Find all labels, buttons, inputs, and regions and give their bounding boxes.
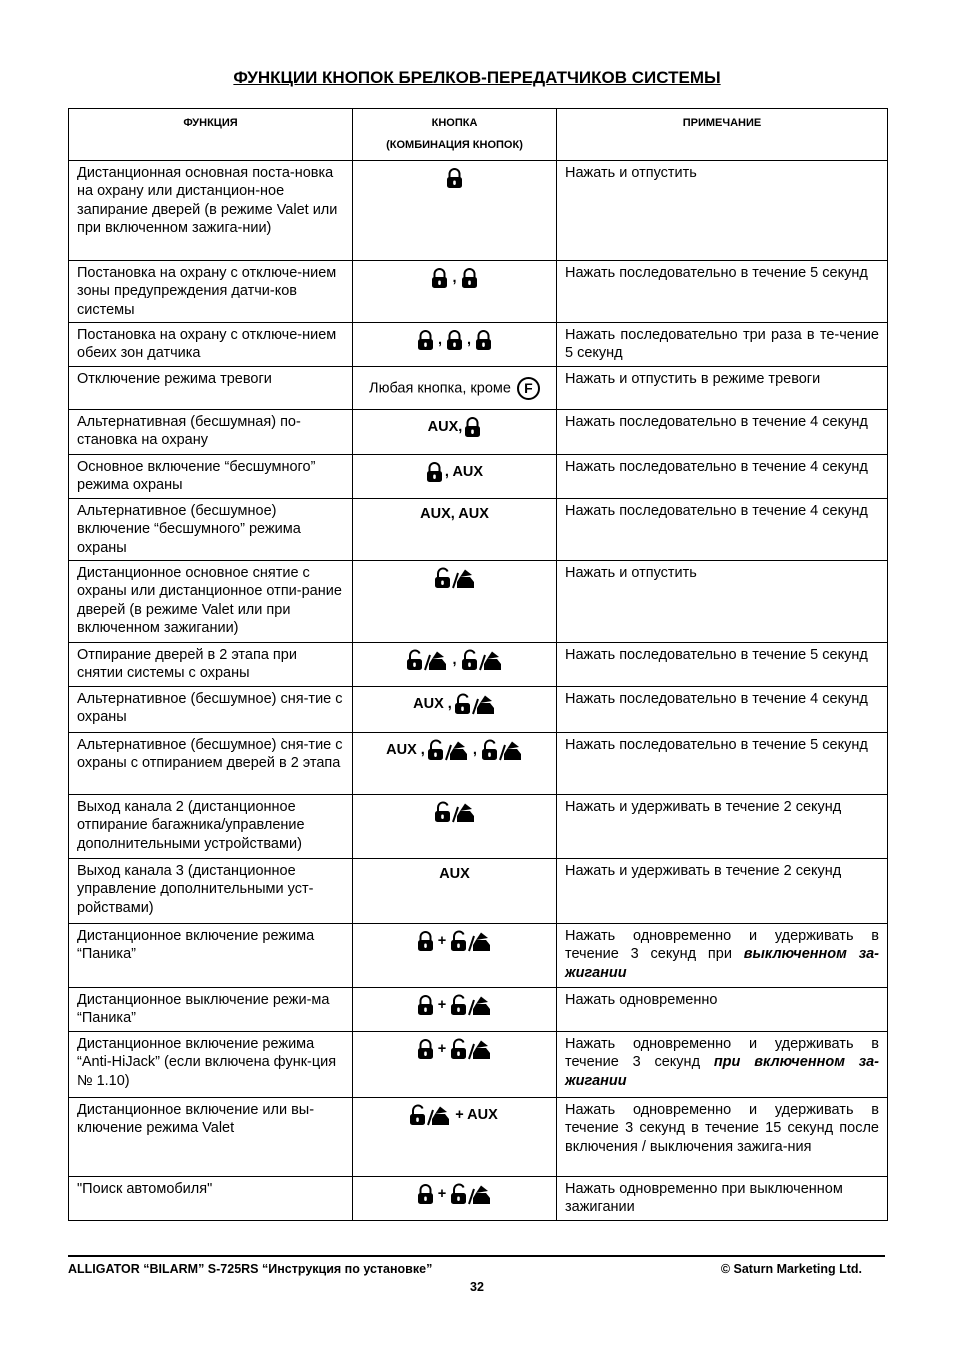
aux-button-label: AUX, AUX bbox=[420, 506, 489, 522]
note-cell: Нажать и отпустить bbox=[557, 561, 888, 643]
unlock-trunk-icon bbox=[434, 567, 476, 589]
table-row bbox=[69, 261, 888, 323]
button-combo bbox=[417, 1183, 492, 1205]
unlock-trunk-icon bbox=[450, 994, 492, 1016]
note-cell: Нажать и отпустить в режиме тревоги bbox=[557, 367, 888, 410]
note-cell: Нажать последовательно три раза в те-чение 5 секунд bbox=[557, 323, 888, 367]
button-cell bbox=[353, 988, 557, 1032]
button-cell bbox=[353, 1177, 557, 1221]
table-row bbox=[69, 367, 888, 410]
button-cell bbox=[353, 161, 557, 261]
button-combo bbox=[386, 739, 523, 761]
lock-icon bbox=[417, 329, 434, 351]
note-cell: Нажать последовательно в течение 4 секунд bbox=[557, 455, 888, 499]
unlock-trunk-icon bbox=[450, 1038, 492, 1060]
button-separator: , bbox=[437, 331, 442, 348]
unlock-trunk-icon bbox=[427, 739, 469, 761]
function-cell: Отпирание дверей в 2 этапа при снятии системы с охраны bbox=[69, 643, 353, 687]
table-row bbox=[69, 1098, 888, 1177]
note-cell: Нажать последовательно в течение 4 секунд bbox=[557, 410, 888, 455]
button-combo bbox=[409, 1104, 500, 1126]
lock-icon bbox=[446, 329, 463, 351]
button-separator: , bbox=[452, 651, 457, 668]
button-cell bbox=[353, 1032, 557, 1098]
lock-icon bbox=[461, 267, 478, 289]
header-note: ПРИМЕЧАНИЕ bbox=[557, 109, 888, 161]
plus-sign: + bbox=[437, 1185, 447, 1202]
header-button-line2: (КОМБИНАЦИЯ КНОПОК) bbox=[386, 139, 523, 151]
table-row bbox=[69, 323, 888, 367]
note-cell: Нажать и удерживать в течение 2 секунд bbox=[557, 859, 888, 924]
page-title: ФУНКЦИИ КНОПОК БРЕЛКОВ-ПЕРЕДАТЧИКОВ СИСТЕМЫ bbox=[233, 68, 721, 87]
table-row bbox=[69, 499, 888, 561]
plus-sign: + bbox=[437, 996, 447, 1013]
f-button-icon: F bbox=[517, 377, 540, 400]
footer-divider bbox=[68, 1255, 885, 1257]
note-cell: Нажать одновременно и удерживать в течение 3 секунд в течение 15 секунд после включения / выключения зажига-ния bbox=[557, 1098, 888, 1177]
button-combo bbox=[434, 567, 476, 589]
note-cell: Нажать последовательно в течение 5 секунд bbox=[557, 261, 888, 323]
note-cell: Нажать последовательно в течение 4 секунд bbox=[557, 499, 888, 561]
table-row bbox=[69, 561, 888, 643]
note-cell: Нажать и отпустить bbox=[557, 161, 888, 261]
note-cell bbox=[557, 1032, 888, 1098]
note-text: Нажать одновременно и удерживать в течение 3 секунд при bbox=[565, 928, 879, 963]
button-combo bbox=[431, 267, 477, 289]
table-row bbox=[69, 161, 888, 261]
table-row bbox=[69, 795, 888, 859]
function-cell: Основное включение “бесшумного” режима охраны bbox=[69, 455, 353, 499]
aux-button-label: AUX , bbox=[386, 741, 425, 758]
function-cell: Дистанционное включение режима “Паника” bbox=[69, 924, 353, 988]
button-combo bbox=[434, 801, 476, 823]
table-row bbox=[69, 859, 888, 924]
function-cell: Постановка на охрану с отключе-нием зоны предупреждения датчи-ков системы bbox=[69, 261, 353, 323]
button-combo bbox=[446, 167, 463, 189]
lock-icon bbox=[426, 461, 443, 483]
function-cell: Альтернативное (бесшумное) сня-тие с охраны bbox=[69, 687, 353, 733]
button-combo bbox=[426, 461, 483, 483]
button-combo bbox=[406, 649, 502, 671]
lock-icon bbox=[464, 416, 481, 438]
lock-icon bbox=[431, 267, 448, 289]
aux-button-label: AUX , bbox=[413, 695, 452, 712]
function-cell: Постановка на охрану с отключе-нием обеих зон датчика bbox=[69, 323, 353, 367]
button-cell bbox=[353, 561, 557, 643]
unlock-trunk-icon bbox=[454, 693, 496, 715]
unlock-trunk-icon bbox=[434, 801, 476, 823]
table-row bbox=[69, 455, 888, 499]
function-cell: Дистанционная основная поста-новка на охрану или дистанцион-ное запирание дверей (в режиме Valet или при включенном зажига-нии) bbox=[69, 161, 353, 261]
table-row bbox=[69, 410, 888, 455]
button-cell bbox=[353, 367, 557, 410]
lock-icon bbox=[417, 930, 434, 952]
button-cell bbox=[353, 859, 557, 924]
footer-document-title: ALLIGATOR “BILARM” S-725RS “Инструкция по установке” bbox=[68, 1262, 433, 1276]
unlock-trunk-icon bbox=[450, 1183, 492, 1205]
button-combo bbox=[417, 329, 492, 351]
button-cell bbox=[353, 410, 557, 455]
function-cell: Дистанционное включение режима “Anti-HiJack” (если включена функ-ция № 1.10) bbox=[69, 1032, 353, 1098]
header-function: ФУНКЦИЯ bbox=[69, 109, 353, 161]
button-separator: , bbox=[467, 331, 472, 348]
note-text: Нажать одновременно и удерживать в течение 3 секунд bbox=[565, 1036, 879, 1071]
note-emphasis: выключенном за-жигании bbox=[565, 946, 879, 981]
unlock-trunk-icon bbox=[481, 739, 523, 761]
lock-icon bbox=[417, 1038, 434, 1060]
button-text: Любая кнопка, кроме bbox=[369, 380, 511, 397]
button-combo bbox=[417, 930, 492, 952]
plus-sign: + bbox=[437, 1040, 447, 1057]
function-cell: Альтернативная (бесшумная) по-становка на охрану bbox=[69, 410, 353, 455]
button-cell bbox=[353, 455, 557, 499]
table-row bbox=[69, 1032, 888, 1098]
lock-icon bbox=[475, 329, 492, 351]
note-cell: Нажать и удерживать в течение 2 секунд bbox=[557, 795, 888, 859]
function-cell: Выход канала 3 (дистанционное управление дополнительными уст-ройствами) bbox=[69, 859, 353, 924]
function-cell: Дистанционное выключение режи-ма “Паника” bbox=[69, 988, 353, 1032]
function-cell: Альтернативное (бесшумное) включение “бесшумного” режима охраны bbox=[69, 499, 353, 561]
aux-button-label: + AUX bbox=[455, 1106, 498, 1123]
lock-icon bbox=[417, 1183, 434, 1205]
note-cell: Нажать одновременно при выключенном зажигании bbox=[557, 1177, 888, 1221]
table-row bbox=[69, 988, 888, 1032]
table-row bbox=[69, 643, 888, 687]
button-combo bbox=[413, 693, 496, 715]
function-cell: Выход канала 2 (дистанционное отпирание багажника/управление дополнительными устройствами) bbox=[69, 795, 353, 859]
note-cell: Нажать последовательно в течение 5 секунд bbox=[557, 643, 888, 687]
button-combo bbox=[417, 994, 492, 1016]
button-cell bbox=[353, 687, 557, 733]
unlock-trunk-icon bbox=[461, 649, 503, 671]
button-cell bbox=[353, 924, 557, 988]
note-cell: Нажать последовательно в течение 4 секунд bbox=[557, 687, 888, 733]
table-row bbox=[69, 733, 888, 795]
table-row bbox=[69, 924, 888, 988]
functions-table bbox=[68, 108, 888, 1221]
button-cell bbox=[353, 733, 557, 795]
unlock-trunk-icon bbox=[450, 930, 492, 952]
button-cell bbox=[353, 261, 557, 323]
aux-button-label: , AUX bbox=[444, 463, 484, 480]
button-separator: , bbox=[452, 269, 457, 286]
header-button-line1: КНОПКА bbox=[431, 117, 478, 129]
button-cell bbox=[353, 1098, 557, 1177]
button-cell bbox=[353, 795, 557, 859]
aux-button-label: AUX bbox=[439, 866, 470, 882]
note-cell: Нажать одновременно bbox=[557, 988, 888, 1032]
note-cell: Нажать последовательно в течение 5 секунд bbox=[557, 733, 888, 795]
table-row bbox=[69, 1177, 888, 1221]
table-header-row bbox=[69, 109, 888, 161]
unlock-trunk-icon bbox=[406, 649, 448, 671]
function-cell: Альтернативное (бесшумное) сня-тие с охраны с отпиранием дверей в 2 этапа bbox=[69, 733, 353, 795]
table-row bbox=[69, 687, 888, 733]
lock-icon bbox=[417, 994, 434, 1016]
function-cell: Отключение режима тревоги bbox=[69, 367, 353, 410]
note-emphasis: при включенном за-жигании bbox=[565, 1054, 879, 1089]
note-cell bbox=[557, 924, 888, 988]
lock-icon bbox=[446, 167, 463, 189]
function-cell: "Поиск автомобиля" bbox=[69, 1177, 353, 1221]
page-number: 32 bbox=[470, 1280, 484, 1294]
unlock-trunk-icon bbox=[409, 1104, 451, 1126]
button-separator: , bbox=[472, 741, 477, 758]
button-cell bbox=[353, 643, 557, 687]
footer-copyright: © Saturn Marketing Ltd. bbox=[720, 1262, 862, 1276]
function-cell: Дистанционное включение или вы-ключение режима Valet bbox=[69, 1098, 353, 1177]
aux-button-label: AUX, bbox=[427, 418, 463, 435]
button-combo bbox=[428, 416, 482, 438]
button-cell bbox=[353, 323, 557, 367]
button-combo bbox=[417, 1038, 492, 1060]
button-cell bbox=[353, 499, 557, 561]
plus-sign: + bbox=[437, 932, 447, 949]
header-button bbox=[353, 109, 557, 161]
function-cell: Дистанционное основное снятие с охраны или дистанционное отпи-рание дверей (в режиме Valet или при включенном зажигании) bbox=[69, 561, 353, 643]
